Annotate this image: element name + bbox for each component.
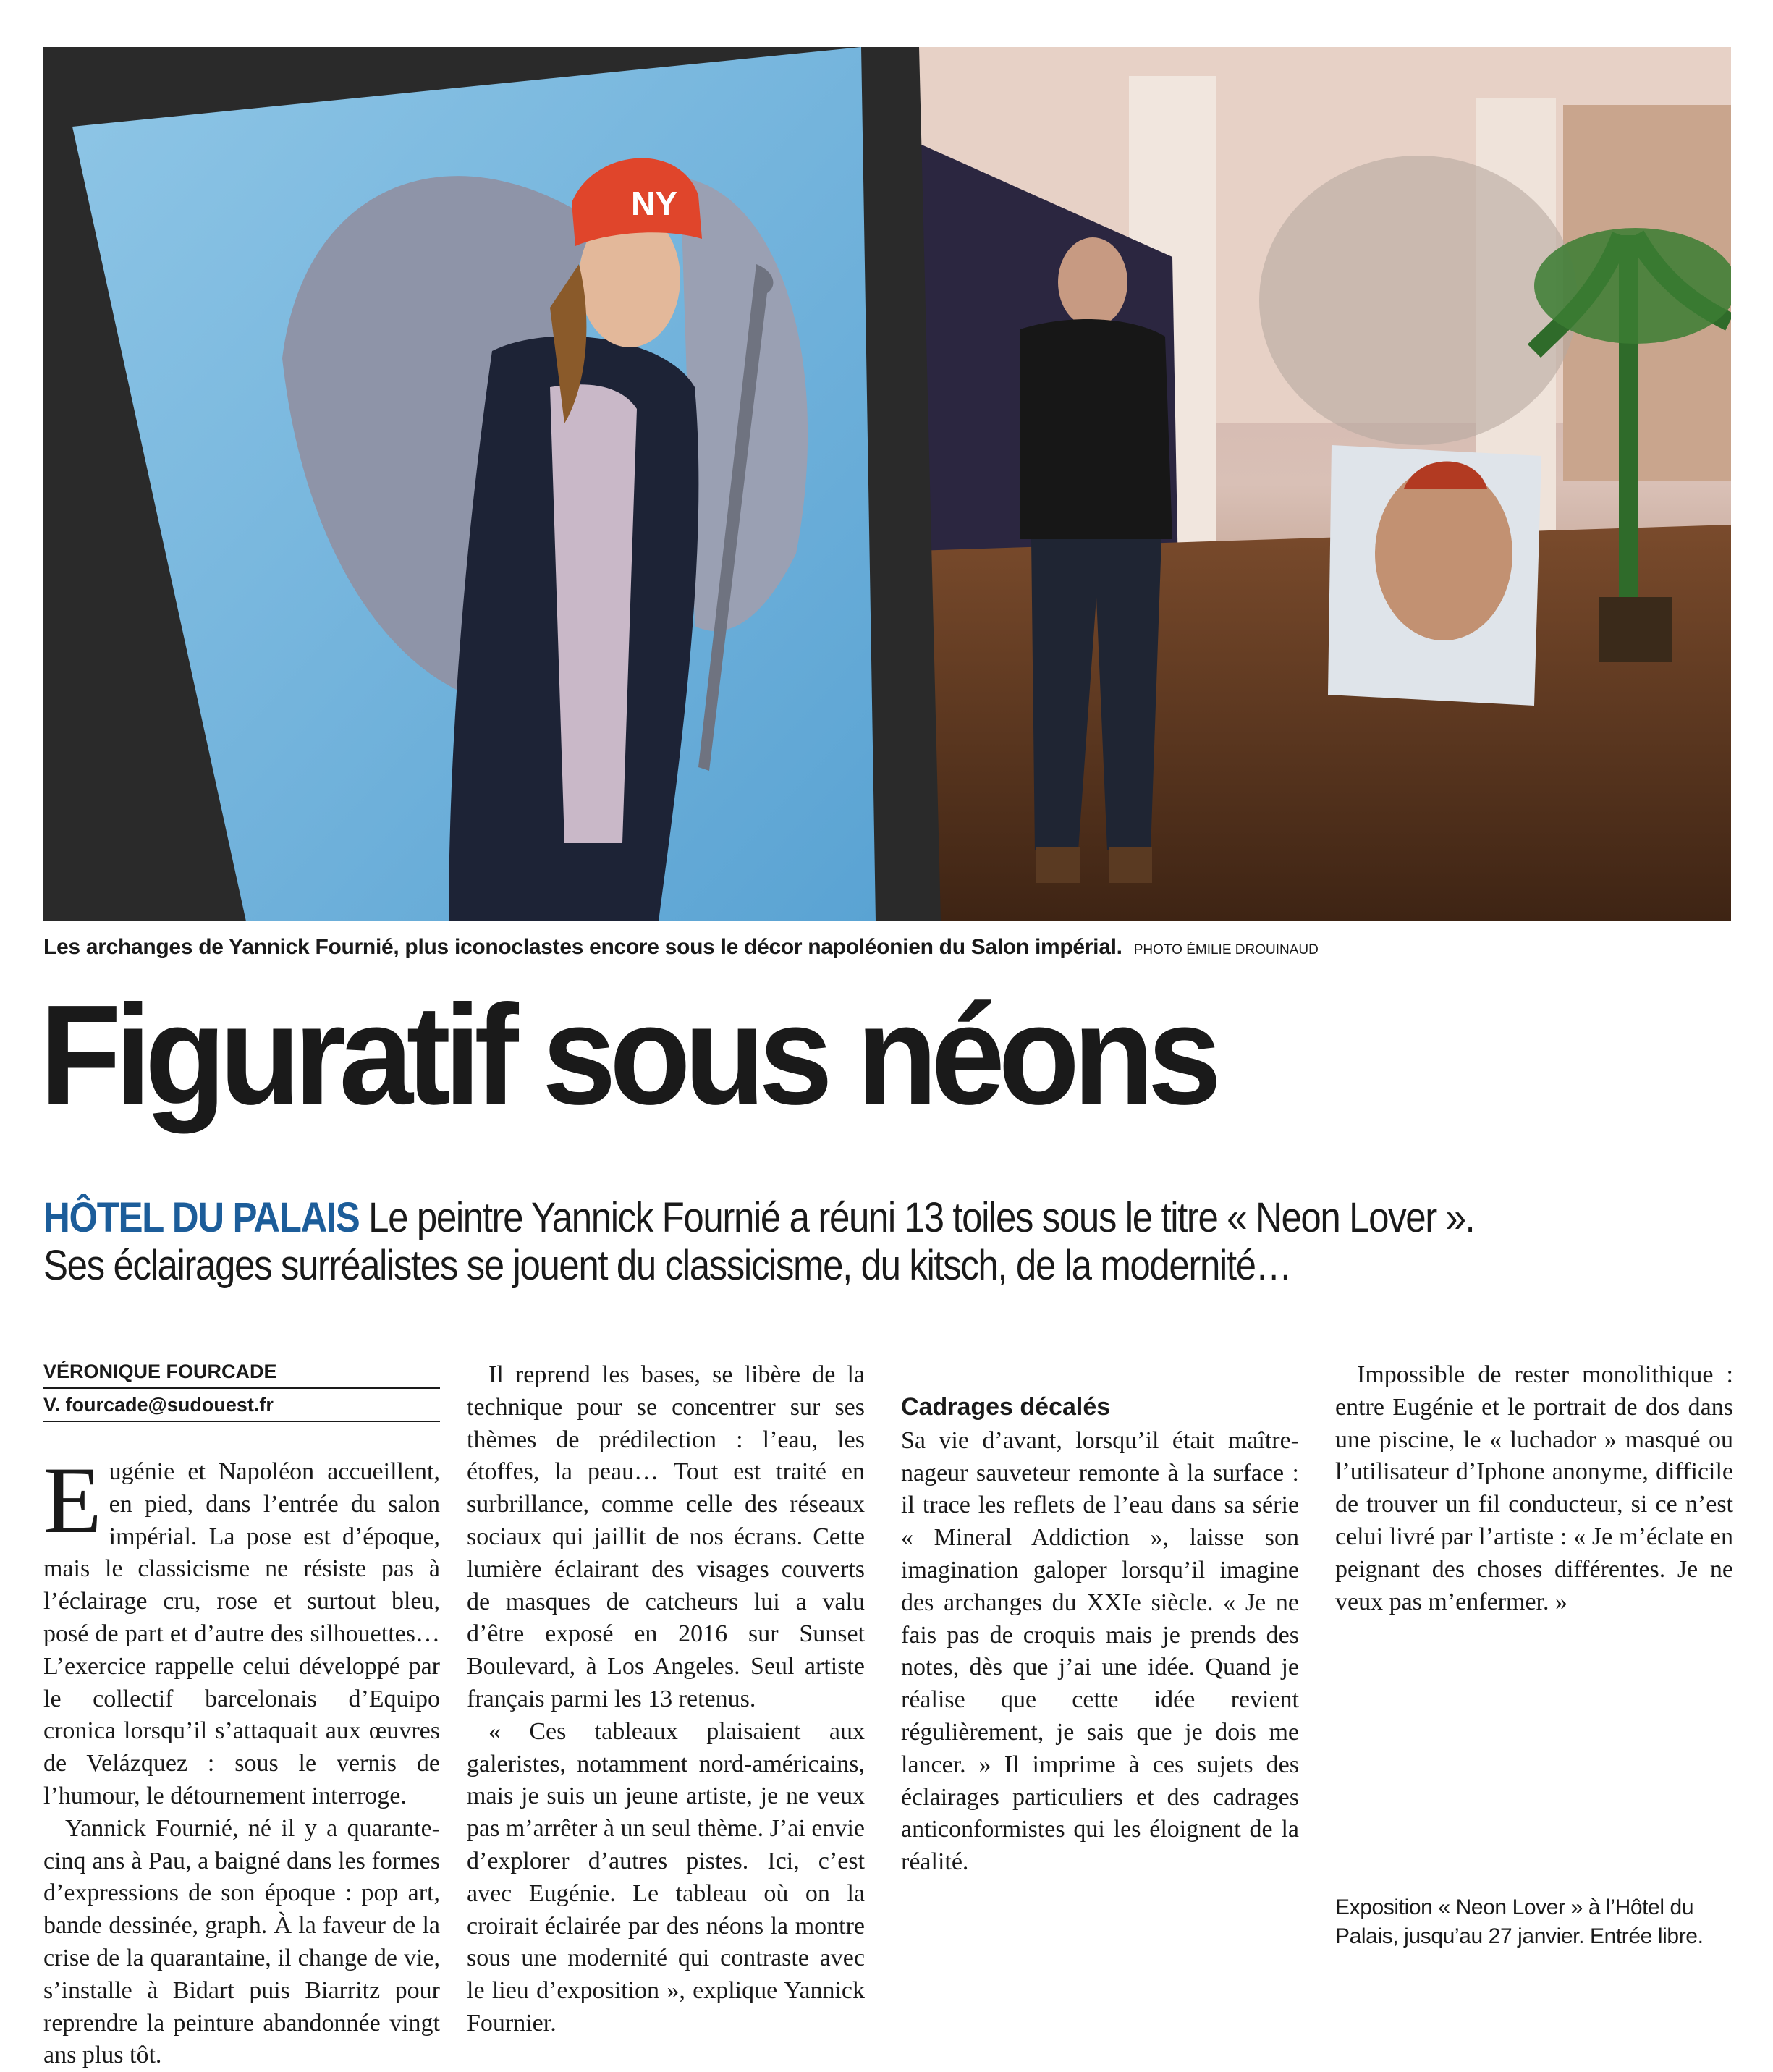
byline-rule [43, 1421, 440, 1422]
article-column-2 [467, 1359, 865, 2040]
headline: Figuratif sous néons [40, 976, 1215, 1134]
article-column-3 [901, 1359, 1299, 1879]
deck-line-1: Le peintre Yannick Fournié a réuni 13 toiles sous le titre « Neon Lover ». [359, 1194, 1475, 1241]
cap-logo: NY [631, 185, 677, 222]
paragraph-6: Impossible de rester monolithique : entre Eugénie et le portrait de dos dans une piscine, le « luchador » masqué ou l’utilisateur d’Iphone anonyme, difficile de trouver un fil conducteur, si ce n’est celui livré par l’artiste : « Je m’éclate en peignant des choses différentes. Je ne veux pas m’enfermer. » [1335, 1361, 1733, 1615]
photo-caption [43, 935, 1319, 960]
paragraph-5: Sa vie d’avant, lorsqu’il était maître-nageur sauveteur remonte à la surface : il trace les reflets de l’eau dans sa série « Mineral Addiction », laisse son imagination galoper lorsqu’il imagine des archanges du XXIe siècle. « Je ne fais pas de croquis mais je prends des notes, dès que j’ai une idée. Quand je réalise que cette idée revient régulièrement, je sais que je dois me lancer. » Il imprime à ces sujets des éclairages particuliers et des cadrages anticonformistes qui les éloignent de la réalité. [901, 1426, 1299, 1876]
drop-cap: E [43, 1447, 102, 1553]
event-info: Exposition « Neon Lover » à l’Hôtel du Palais, jusqu’au 27 janvier. Entrée libre. [1335, 1895, 1704, 1948]
deck [43, 1194, 1725, 1290]
paragraph-1-text: ugénie et Napoléon accueillent, en pied, dans l’entrée du salon impérial. La pose est d’époque, mais le classicisme ne résiste pas à l’éclairage cru, rose et surtout bleu, posé de part et d’autre des silhouettes… L’exercice rappelle celui développé par le collectif barcelonais d’Equipo cronica lorsqu’il s’attaquait aux œuvres de Velázquez : sous le vernis de l’humour, le détournement interroge. [43, 1458, 440, 1809]
photo-credit: PHOTO ÉMILIE DROUINAUD [1133, 942, 1319, 957]
author-name: VÉRONIQUE FOURCADE [43, 1361, 277, 1382]
author-email[interactable]: V. fourcade@sudouest.fr [43, 1394, 274, 1416]
article-column-1 [43, 1447, 440, 2072]
byline [43, 1357, 440, 1424]
paragraph-4: « Ces tableaux plaisaient aux galeristes, notamment nord-américains, mais je suis un jeune artiste, je ne veux pas m’arrêter à un seul thème. J’ai envie d’explorer d’autres pistes. Ici, c’est avec Eugénie. Le tableau où on la croirait éclairée par des néons la montre sous une modernité qui contraste avec le lieu d’exposition », explique Yannick Fournier. [467, 1717, 865, 2037]
caption-text: Les archanges de Yannick Fournié, plus iconoclastes encore sous le décor napoléonien du Salon impérial. [43, 935, 1122, 959]
paragraph-2: Yannick Fournié, né il y a quarante-cinq ans à Pau, a baigné dans les formes d’expressions de son époque : pop art, bande dessinée, graph. À la faveur de la crise de la quarantaine, il change de vie, s’installe à Bidart puis Biarritz pour reprendre la peinture abandonnée vingt ans plus tôt. [43, 1814, 440, 2069]
deck-kicker: HÔTEL DU PALAIS [43, 1194, 360, 1241]
paragraph-3: Il reprend les bases, se libère de la technique pour se concentrer sur ses thèmes de prédilection : l’eau, les étoffes, la peau… Tout est traité en surbrillance, comme celle des réseaux sociaux qui jaillit de nos écrans. Cette lumière éclairant des visages couverts de masques de catcheurs lui a valu d’être exposé en 2016 sur Sunset Boulevard, à Los Angeles. Seul artiste français parmi les 13 retenus. [467, 1361, 865, 1712]
article-column-4 [1335, 1359, 1733, 1618]
paragraph-1 [43, 1447, 440, 1813]
subhead: Cadrages décalés [901, 1393, 1111, 1421]
deck-line-2: Ses éclairages surréalistes se jouent du classicisme, du kitsch, de la modernité… [43, 1242, 1292, 1289]
article-photo [43, 47, 1731, 921]
byline-rule [43, 1387, 440, 1389]
